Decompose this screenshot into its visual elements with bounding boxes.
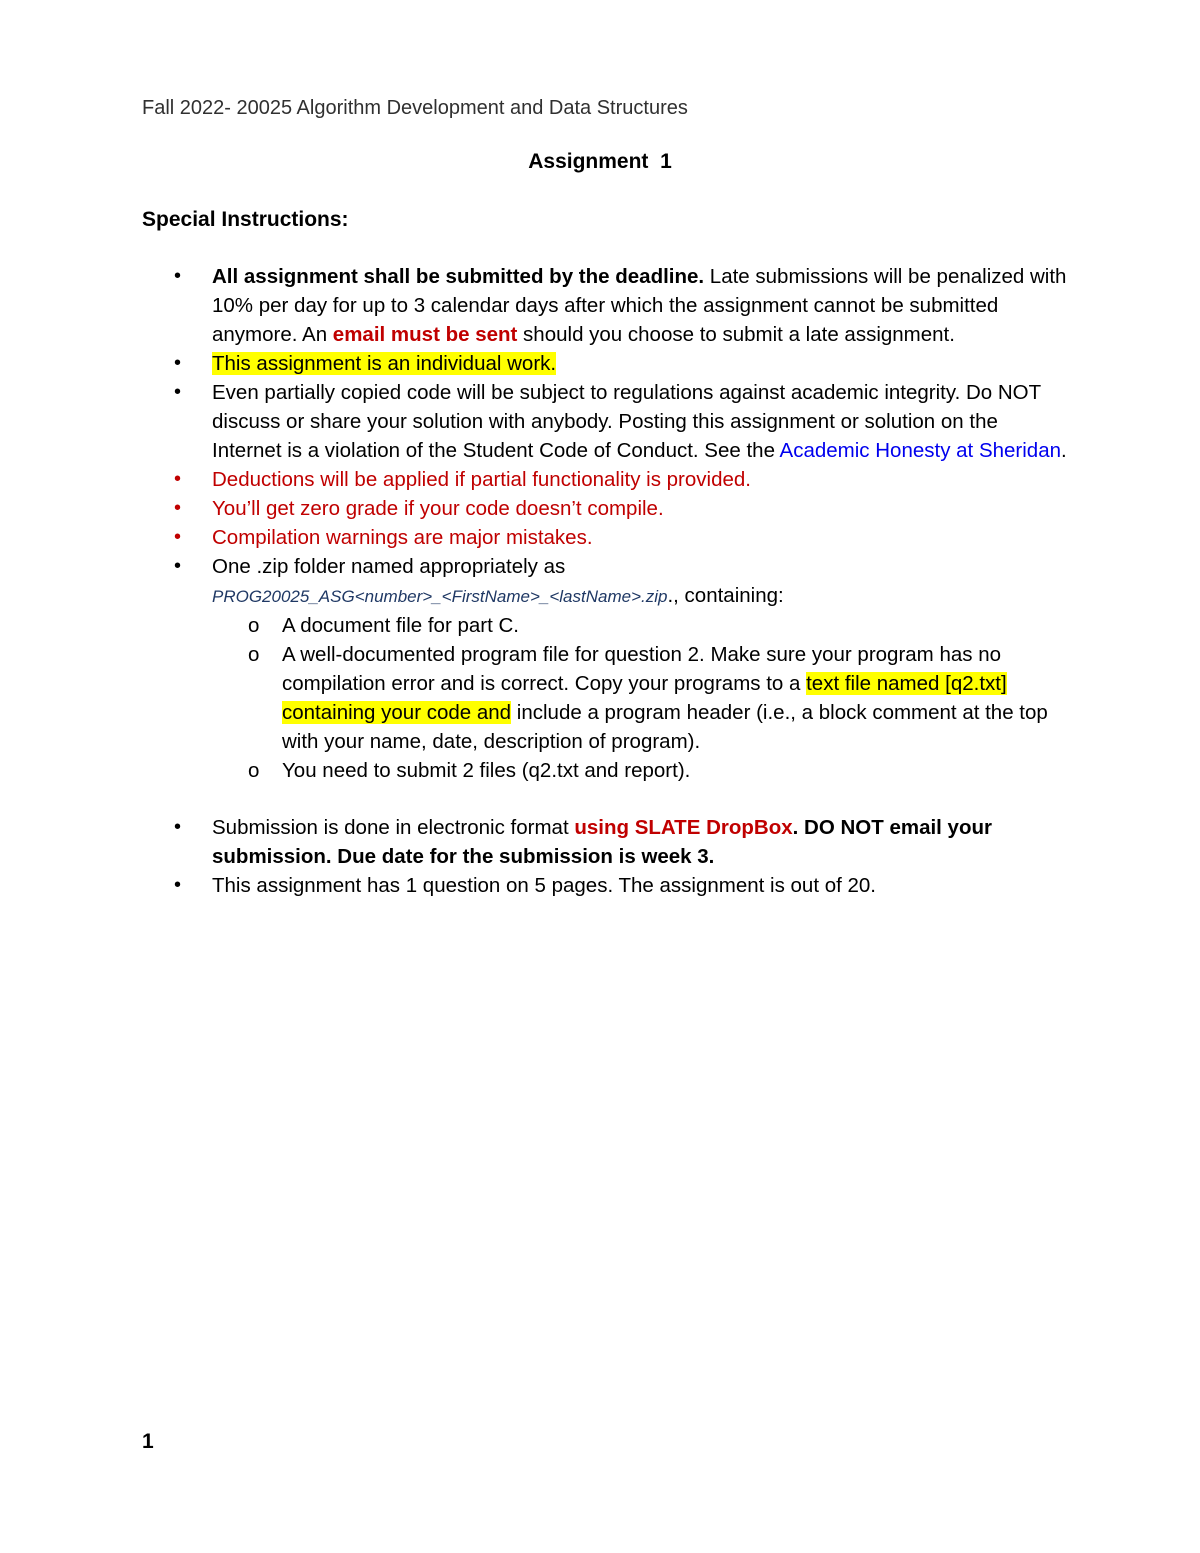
list-item (142, 262, 1072, 349)
bullet-icon: • (174, 874, 182, 896)
individual-work-text: This assignment is an individual work. (212, 352, 557, 375)
zip-contents-list (212, 611, 1072, 785)
question-count-text: This assignment has 1 question on 5 pages. The assignment is out of 20. (212, 874, 876, 897)
assignment-title: Assignment 1 (528, 150, 672, 173)
bullet-icon: • (174, 352, 182, 374)
list-item (142, 523, 1072, 552)
list-item (142, 494, 1072, 523)
academic-honesty-link[interactable]: Academic Honesty at Sheridan (779, 439, 1062, 462)
instructions-list (142, 262, 1072, 900)
due-date-text: . DO NOT email your submission. Due date for the submission is week 3. (212, 816, 992, 868)
text-file-highlight: text file named [q2.txt] containing your code and (282, 672, 1007, 724)
bullet-icon: • (174, 555, 182, 577)
sub-list-item (212, 640, 1072, 756)
bullet-icon: • (174, 526, 182, 548)
document-file-text: A document file for part C. (282, 614, 520, 637)
slate-dropbox-text: using SLATE DropBox (574, 816, 793, 839)
program-file-text: A well-documented program file for question 2. Make sure your program has no compilation error and is correct. Copy your programs to a (282, 643, 1002, 695)
zip-filename-code: PROG20025_ASG<number>_<FirstName>_<lastName>.zip (212, 587, 668, 606)
warnings-text: Compilation warnings are major mistakes. (212, 526, 593, 549)
list-spacer (142, 785, 1072, 813)
sub-bullet-icon: o (248, 614, 260, 637)
list-item (142, 378, 1072, 465)
course-header: Fall 2022- 20025 Algorithm Development and Data Structures (142, 97, 688, 119)
list-item (142, 813, 1072, 871)
list-item (142, 465, 1072, 494)
late-policy-text: Late submissions will be penalized with 10% per day for up to 3 calendar days after which the assignment cannot be submitted anymore. An (212, 265, 1067, 346)
deductions-text: Deductions will be applied if partial functionality is provided. (212, 468, 751, 491)
zip-text: One .zip folder named appropriately as (212, 555, 566, 578)
bullet-icon: • (174, 265, 182, 287)
bullet-icon: • (174, 468, 182, 490)
sub-bullet-icon: o (248, 643, 260, 666)
sub-bullet-icon: o (248, 759, 260, 782)
list-item (142, 871, 1072, 900)
list-item (142, 552, 1072, 785)
special-instructions-heading: Special Instructions: (142, 208, 349, 231)
list-item (142, 349, 1072, 378)
sub-list-item (212, 756, 1072, 785)
program-header-text: include a program header (i.e., a block comment at the top with your name, date, description of program). (282, 701, 1048, 753)
bullet-icon: • (174, 381, 182, 403)
zero-grade-text: You’ll get zero grade if your code doesn’t compile. (212, 497, 664, 520)
two-files-text: You need to submit 2 files (q2.txt and report). (282, 759, 691, 782)
bullet-icon: • (174, 816, 182, 838)
deadline-bold: All assignment shall be submitted by the deadline. (212, 265, 705, 288)
integrity-text: Even partially copied code will be subject to regulations against academic integrity. Do NOT discuss or share your solution with anybody. Posting this assignment or solution on the Internet is a violation of the Student Code of Conduct. See the (212, 381, 1041, 462)
bullet-icon: • (174, 497, 182, 519)
email-required-text: email must be sent (332, 323, 518, 346)
submission-text: Submission is done in electronic format (212, 816, 575, 839)
zip-text-end: ., containing: (667, 584, 784, 607)
late-policy-end: should you choose to submit a late assignment. (517, 323, 955, 346)
integrity-end: . (1061, 439, 1067, 462)
sub-list-item (212, 611, 1072, 640)
page-number: 1 (142, 1430, 154, 1453)
